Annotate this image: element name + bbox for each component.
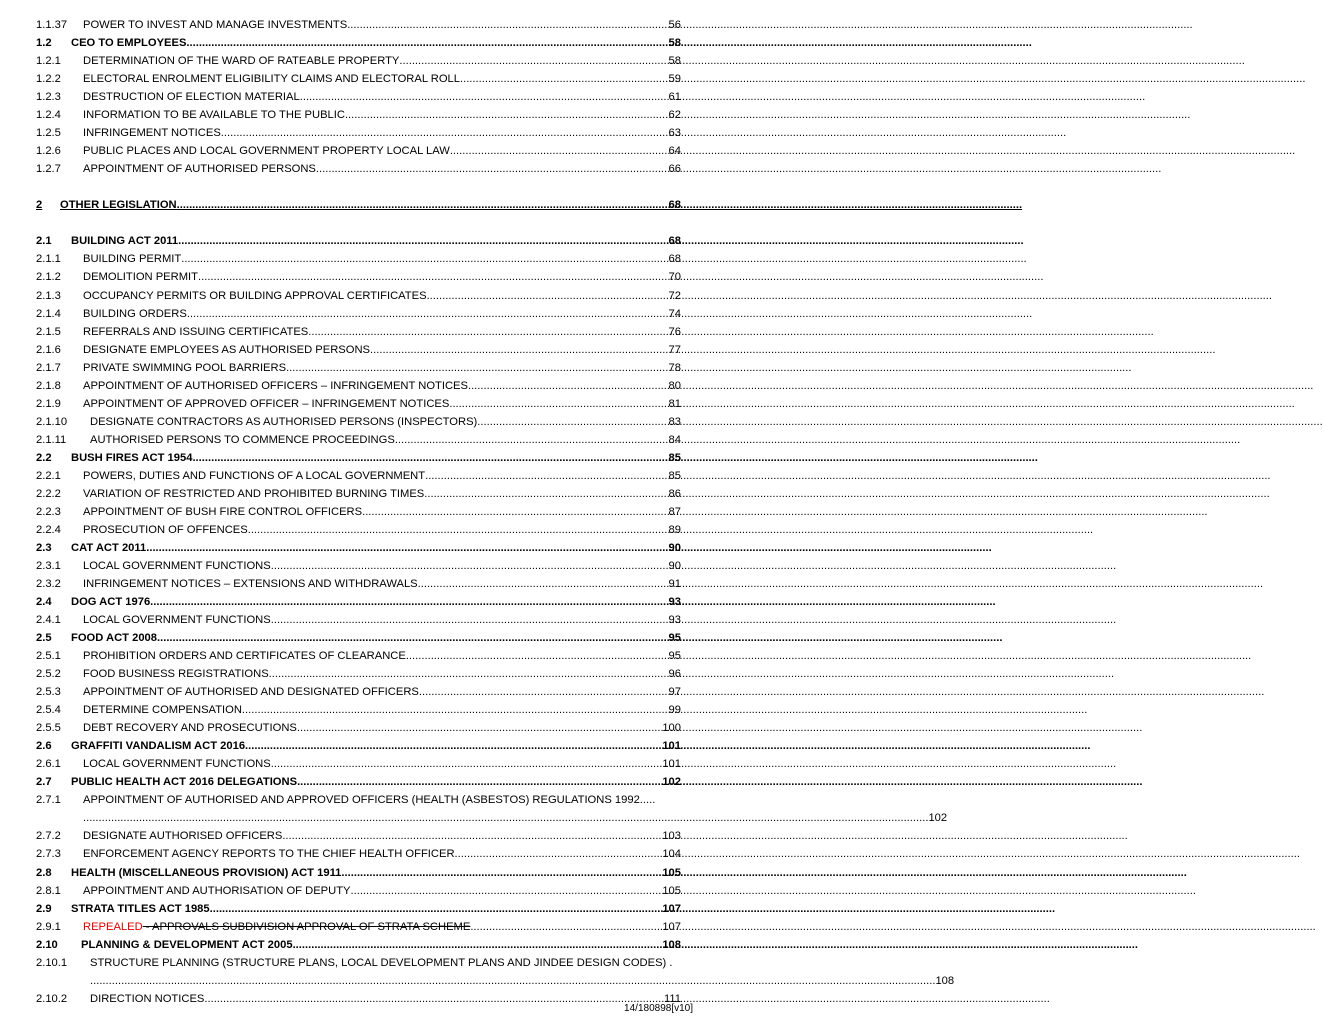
entry-title: PROHIBITION ORDERS AND CERTIFICATES OF CLEARANCE [83,650,406,663]
toc-entry[interactable] [36,645,681,663]
entry-title: BUILDING PERMIT [83,253,182,266]
entry-page: 99 [668,704,681,717]
toc-section[interactable] [36,627,681,645]
entry-page: 58 [668,37,681,50]
toc-entry[interactable] [36,681,681,699]
dot-leader [271,614,669,627]
toc-entry[interactable] [36,789,681,807]
dot-leader [362,506,668,519]
entry-number: 2.1.2 [36,271,61,284]
entry-page: 89 [668,523,681,536]
dot-leader [286,362,668,375]
entry-title: APPOINTMENT OF AUTHORISED PERSONS [83,163,316,176]
entry-title: BUSH FIRES ACT 1954 [71,451,193,464]
spacer [36,212,681,230]
dot-leader [210,903,663,916]
dot-leader [271,560,669,573]
toc-section[interactable] [36,447,681,465]
dot-leader [477,416,668,429]
entry-page: 80 [668,379,681,392]
entry-page: 58 [668,55,681,68]
dot-leader [245,740,662,753]
entry-page: 83 [668,415,681,428]
toc-entry[interactable] [36,843,681,861]
entry-title: INFRINGEMENT NOTICES – EXTENSIONS AND WITHDRAWALS [83,578,418,590]
entry-number: 2.7.1 [36,794,61,807]
toc-entry[interactable] [36,140,681,158]
entry-number: 2.5 [36,632,52,645]
entry-number: 2.10.2 [36,992,68,1005]
entry-page: 66 [668,163,681,176]
entry-title: PLANNING & DEVELOPMENT ACT 2005 [81,938,293,951]
toc-section[interactable] [36,861,681,879]
entry-title: AUTHORISED PERSONS TO COMMENCE PROCEEDINGS [90,433,395,446]
entry-page: 70 [668,271,681,284]
dot-leader [297,776,662,789]
entry-page: 105 [662,884,681,897]
entry-title: DESIGNATE CONTRACTORS AS AUTHORISED PERSONS (INSPECTORS) [90,415,478,428]
entry-page: 96 [668,668,681,681]
entry-number: 2.4 [36,596,52,609]
entry-number: 2.10.1 [36,956,68,969]
dot-leader [455,848,663,861]
dot-leader [300,91,669,104]
entry-page: 72 [668,289,681,302]
dot-leader [192,452,668,465]
toc-entry[interactable] [36,14,681,32]
entry-number: 2.1.10 [36,415,68,428]
dot-leader [198,271,669,284]
dot-leader [450,145,669,158]
entry-number: 2.1.7 [36,361,61,374]
entry-page: 93 [668,596,681,609]
entry-page: 84 [668,433,681,446]
entry-title: BUILDING ACT 2011 [71,235,179,248]
entry-number: 2.7.2 [36,830,61,843]
entry-page: 64 [668,145,681,158]
entry-title: APPOINTMENT OF BUSH FIRE CONTROL OFFICERS [83,505,363,518]
dot-leader [146,542,668,555]
dot-leader [347,19,668,32]
toc-entry[interactable] [36,573,681,591]
entry-page: 101 [662,740,681,753]
toc-entry[interactable] [36,880,681,898]
dot-leader [187,308,669,321]
entry-number: 2.1.9 [36,397,61,410]
entry-title: OTHER LEGISLATION [60,199,177,212]
entry-page: 68 [668,199,681,212]
entry-number: 2.1.5 [36,325,61,338]
entry-number: 2.5.3 [36,686,61,699]
entry-title: APPOINTMENT OF AUTHORISED AND APPROVED OFFICERS (HEALTH (ASBESTOS) REGULATIONS 1992..... [83,794,656,807]
toc-entry[interactable] [36,519,681,537]
dot-leader [418,578,669,591]
entry-page: 74 [668,307,681,320]
toc-section[interactable] [36,32,681,50]
entry-number: 2.2.3 [36,505,61,518]
entry-number: 1.2.3 [36,91,61,104]
toc-section[interactable] [36,537,681,555]
dot-leader [406,650,669,663]
entry-title: POWER TO INVEST AND MANAGE INVESTMENTS [83,19,348,32]
table-of-contents [36,14,955,1006]
entry-number: 2.1.4 [36,307,61,320]
entry-page: 93 [668,614,681,627]
entry-page: 108 [935,974,955,987]
entry-page: 86 [668,487,681,500]
toc-entry[interactable] [36,375,681,393]
entry-title: BUILDING ORDERS [83,307,187,320]
toc-entry[interactable] [36,825,681,843]
entry-number: 1.2.4 [36,109,61,122]
entry-number: 2.5.4 [36,704,61,717]
entry-number: 2.1.6 [36,343,61,356]
dot-leader [178,235,668,248]
entry-page: 77 [668,343,681,356]
entry-page: 101 [662,758,681,771]
toc-entry[interactable] [36,916,681,934]
entry-number: 1.2.7 [36,163,61,176]
entry-title: GRAFFITI VANDALISM ACT 2016 [71,740,246,753]
entry-number: 2.9.1 [36,920,61,933]
toc-entry[interactable] [36,321,681,339]
toc-entry[interactable] [36,158,681,176]
dot-leader [449,398,668,411]
entry-number: 2 [36,199,43,212]
entry-page: 76 [668,325,681,338]
toc-entry[interactable] [36,663,681,681]
repealed-label: REPEALED [83,920,143,933]
entry-page: 111 [663,992,681,1005]
dot-leader [221,127,669,140]
entry-page: 105 [662,866,681,879]
dot-leader [293,939,663,952]
dot-leader [181,253,668,266]
entry-number: 2.8 [36,866,52,879]
entry-page: 108 [662,938,681,951]
entry-page: 78 [668,361,681,374]
entry-title: DETERMINATION OF THE WARD OF RATEABLE PROPERTY [83,55,400,68]
struck-title: - APPROVALS SUBDIVISION APPROVAL OF STRATA SCHEME [142,920,471,933]
entry-title: DIRECTION NOTICES [90,992,205,1005]
toc-section[interactable] [36,735,681,753]
dot-leader [271,758,663,771]
dot-leader [345,109,669,122]
entry-number: 2.6 [36,740,52,753]
entry-page: 68 [668,253,681,266]
entry-title: VARIATION OF RESTRICTED AND PROHIBITED BURNING TIMES [83,487,425,500]
entry-number: 1.2 [36,37,52,50]
entry-title: STRATA TITLES ACT 1985 [71,902,210,915]
dot-leader [150,596,668,609]
entry-page: 95 [668,632,681,645]
entry-number: 2.7 [36,776,52,789]
entry-title: HEALTH (MISCELLANEOUS PROVISION) ACT 1911 [71,866,342,879]
entry-title: LOCAL GOVERNMENT FUNCTIONS [83,614,271,627]
entry-title: INFRINGEMENT NOTICES [83,127,221,140]
dot-leader [90,975,935,988]
toc-section[interactable] [36,591,681,609]
dot-leader [83,812,928,825]
entry-page: 61 [668,91,681,104]
dot-leader [177,199,669,212]
toc-entry[interactable] [36,68,681,86]
entry-title: DOG ACT 1976 [71,596,151,609]
entry-title: APPOINTMENT OF APPROVED OFFICER – INFRINGEMENT NOTICES [83,397,450,410]
toc-chapter[interactable] [36,194,681,212]
entry-title: PUBLIC HEALTH ACT 2016 DELEGATIONS [71,776,298,789]
entry-title: ELECTORAL ENROLMENT ELIGIBILITY CLAIMS AND ELECTORAL ROLL [83,73,460,86]
dot-leader [427,290,669,303]
entry-number: 2.4.1 [36,614,61,627]
toc-section[interactable] [36,771,681,789]
entry-page: 81 [668,397,681,410]
entry-page: 62 [668,109,681,122]
entry-title: DEMOLITION PERMIT [83,271,198,284]
dot-leader [395,434,669,447]
entry-title: ENFORCEMENT AGENCY REPORTS TO THE CHIEF HEALTH OFFICER [83,848,455,861]
toc-section[interactable] [36,934,681,952]
dot-leader [269,668,669,681]
entry-title: APPOINTMENT OF AUTHORISED AND DESIGNATED OFFICERS [83,686,419,699]
entry-number: 2.3 [36,541,52,554]
toc-entry[interactable] [36,393,681,411]
toc-entry[interactable] [36,465,681,483]
entry-title: DETERMINE COMPENSATION [83,704,242,717]
entry-page: 95 [668,650,681,663]
entry-title: REFERRALS AND ISSUING CERTIFICATES [83,325,309,338]
entry-title: APPOINTMENT AND AUTHORISATION OF DEPUTY [83,884,351,897]
entry-page: 102 [662,776,681,789]
entry-number: 2.1.11 [36,433,67,446]
entry-title: STRUCTURE PLANNING (STRUCTURE PLANS, LOCAL DEVELOPMENT PLANS AND JINDEE DESIGN CODES) . [90,956,673,969]
entry-title [83,921,470,934]
toc-section[interactable] [36,898,681,916]
entry-title: PROSECUTION OF OFFENCES [83,523,248,536]
dot-leader [248,524,669,537]
toc-entry[interactable] [36,86,681,104]
entry-number: 2.8.1 [36,884,61,897]
entry-page: 87 [668,505,681,518]
entry-number: 2.3.1 [36,559,61,572]
toc-entry[interactable] [36,609,681,627]
entry-number: 2.6.1 [36,758,61,771]
dot-leader [316,163,669,176]
toc-entry[interactable] [36,429,681,447]
dot-leader [419,686,669,699]
entry-title: LOCAL GOVERNMENT FUNCTIONS [83,559,271,572]
dot-leader [460,73,669,86]
spacer [36,176,681,194]
entry-number: 1.2.5 [36,127,61,140]
entry-page: 85 [668,469,681,482]
entry-number: 2.1 [36,235,52,248]
entry-title: LOCAL GOVERNMENT FUNCTIONS [83,758,271,771]
entry-page: 59 [668,73,681,86]
entry-number: 2.10 [36,938,58,951]
entry-number: 2.5.1 [36,650,61,663]
entry-title: CAT ACT 2011 [71,541,147,554]
toc-entry[interactable] [36,50,681,68]
entry-number: 2.5.2 [36,668,61,681]
entry-title: FOOD ACT 2008 [71,632,157,645]
dot-leader [351,885,663,898]
toc-entry[interactable] [36,501,681,519]
entry-title: FOOD BUSINESS REGISTRATIONS [83,668,269,681]
dot-leader [297,722,662,735]
entry-page: 107 [662,902,681,915]
entry-title: APPOINTMENT OF AUTHORISED OFFICERS – INFRINGEMENT NOTICES [83,379,468,392]
toc-entry[interactable] [36,988,681,1006]
entry-title: DESIGNATE AUTHORISED OFFICERS [83,830,283,843]
toc-entry[interactable] [36,339,681,357]
entry-page: 103 [662,830,681,843]
dot-leader [282,830,662,843]
dot-leader [399,55,668,68]
toc-entry[interactable] [36,303,681,321]
dot-leader [157,632,669,645]
entry-number: 2.9 [36,902,52,915]
toc-entry[interactable] [36,952,681,970]
toc-entry[interactable] [36,411,681,429]
toc-entry[interactable] [36,483,681,501]
toc-section[interactable] [36,230,681,248]
entry-number: 2.2.1 [36,469,61,482]
dot-leader [424,488,668,501]
dot-leader [204,993,664,1006]
entry-page: 100 [662,722,681,735]
entry-title: DESTRUCTION OF ELECTION MATERIAL [83,91,300,104]
toc-entry[interactable] [36,248,681,266]
entry-number: 1.2.6 [36,145,61,158]
entry-title: PRIVATE SWIMMING POOL BARRIERS [83,361,287,374]
entry-number: 2.5.5 [36,722,61,735]
entry-page: 85 [668,451,681,464]
dot-leader [186,37,668,50]
entry-number: 2.3.2 [36,578,61,590]
entry-page: 104 [662,848,681,861]
toc-entry[interactable] [36,717,681,735]
toc-entry[interactable] [36,555,681,573]
toc-entry-continuation[interactable] [36,970,955,988]
document-reference: 14/180898[v10] [624,1003,693,1014]
dot-leader [242,704,669,717]
toc-entry-continuation[interactable] [36,807,948,825]
entry-title: OCCUPANCY PERMITS OR BUILDING APPROVAL CERTIFICATES [83,289,427,302]
dot-leader [308,326,668,339]
entry-page: 97 [668,686,681,699]
entry-number: 2.2.2 [36,487,61,500]
entry-page: 68 [668,235,681,248]
entry-title: DESIGNATE EMPLOYEES AS AUTHORISED PERSONS [83,343,371,356]
entry-number: 2.1.8 [36,379,61,392]
toc-entry[interactable] [36,122,681,140]
dot-leader [468,380,669,393]
toc-entry[interactable] [36,266,681,284]
entry-page: 90 [668,541,681,554]
entry-page: 107 [662,920,681,933]
entry-number: 2.1.3 [36,289,61,302]
entry-number: 1.1.37 [36,19,68,32]
entry-title: DEBT RECOVERY AND PROSECUTIONS [83,722,297,735]
entry-number: 2.2 [36,451,52,464]
entry-page: 102 [928,812,948,825]
entry-title: PUBLIC PLACES AND LOCAL GOVERNMENT PROPERTY LOCAL LAW [83,145,450,158]
entry-page: 63 [668,127,681,140]
entry-title: CEO TO EMPLOYEES [71,37,187,50]
entry-number: 2.1.1 [36,253,61,266]
entry-title: INFORMATION TO BE AVAILABLE TO THE PUBLIC [83,109,345,122]
dot-leader [341,867,662,880]
toc-entry[interactable] [36,357,681,375]
entry-page: 56 [668,19,681,32]
toc-entry[interactable] [36,699,681,717]
entry-number: 1.2.1 [36,55,61,68]
entry-number: 1.2.2 [36,73,61,86]
dot-leader [425,470,668,483]
entry-number: 2.2.4 [36,523,61,536]
toc-entry[interactable] [36,753,681,771]
entry-title: POWERS, DUTIES AND FUNCTIONS OF A LOCAL GOVERNMENT [83,469,426,482]
entry-page: 90 [668,559,681,572]
entry-page: 91 [668,578,681,590]
dot-leader [370,344,669,357]
entry-number: 2.7.3 [36,848,61,861]
toc-entry[interactable] [36,284,681,302]
dot-leader [470,921,662,934]
toc-entry[interactable] [36,104,681,122]
